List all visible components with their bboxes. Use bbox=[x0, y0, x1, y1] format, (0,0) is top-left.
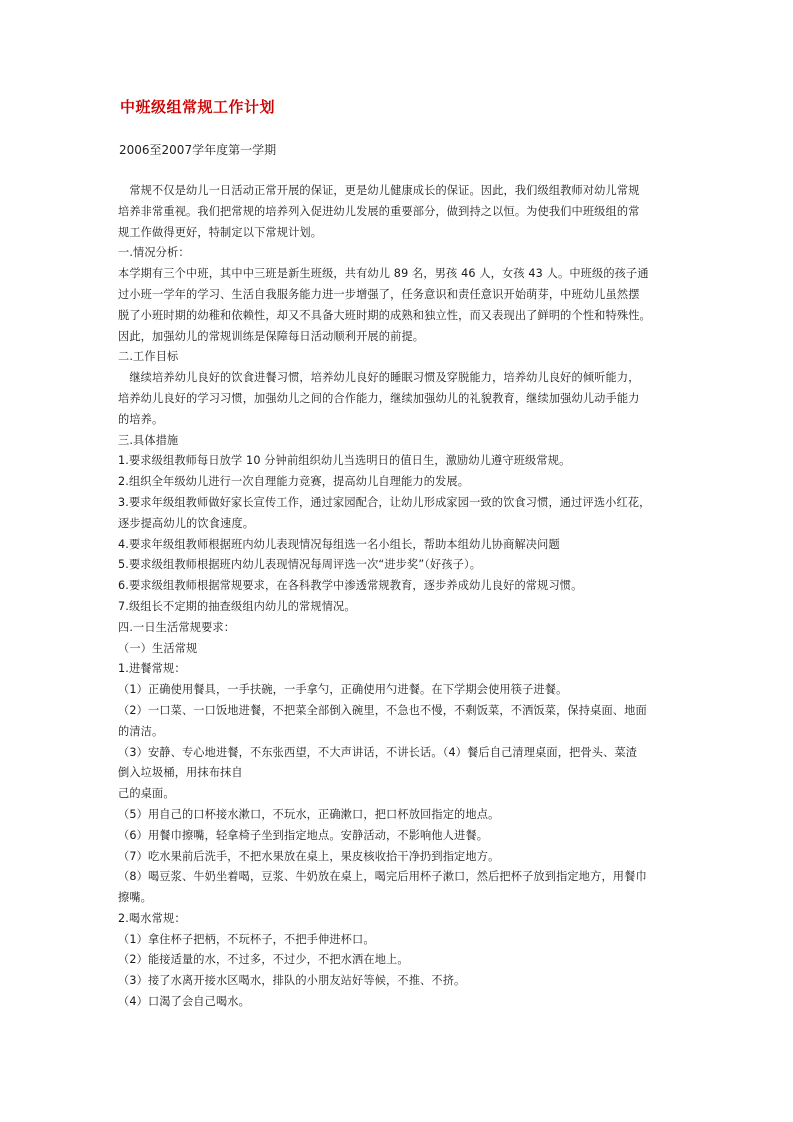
text-line: 因此，加强幼儿的常规训练是保障每日活动顺利开展的前提。 bbox=[118, 329, 425, 343]
document-title: 中班级组常规工作计划 bbox=[120, 98, 276, 116]
text-line: 1.要求级组教师每日放学 10 分钟前组织幼儿当选明日的值日生，激励幼儿遵守班级常规。 bbox=[118, 454, 571, 468]
text-line: 三.具体措施 bbox=[118, 433, 179, 447]
text-line: （3）安静、专心地进餐，不东张西望，不大声讲话，不讲长话。（4）餐后自己清理桌面，把骨头、菜渣 bbox=[118, 745, 638, 759]
text-line: 四.一日生活常规要求： bbox=[118, 620, 236, 634]
text-line: 二.工作目标 bbox=[118, 350, 179, 364]
text-line: 常规不仅是幼儿一日活动正常开展的保证，更是幼儿健康成长的保证。因此，我们级组教师对幼儿常规 bbox=[118, 184, 640, 197]
text-line: （8）喝豆浆、牛奶坐着喝，豆浆、牛奶放在桌上，喝完后用杯子漱口，然后把杯子放到指定地方，用餐巾 bbox=[118, 870, 647, 884]
text-line: （4）口渴了会自己喝水。 bbox=[118, 995, 250, 1009]
text-line: （5）用自己的口杯接水漱口，不玩水，正确漱口，把口杯放回指定的地点。 bbox=[118, 807, 500, 821]
text-line: （2）一口菜、一口饭地进餐，不把菜全部倒入碗里，不急也不慢，不剩饭菜，不洒饭菜，保持桌面、地面 bbox=[118, 703, 647, 717]
text-line: 6.要求级组教师根据常规要求，在各科教学中渗透常规教育，逐步养成幼儿良好的常规习惯。 bbox=[118, 579, 583, 593]
text-line: （1）正确使用餐具，一手扶碗，一手拿勺，正确使用勺进餐。在下学期会使用筷子进餐。 bbox=[118, 683, 568, 697]
document-body bbox=[118, 181, 678, 1013]
text-line: 培养非常重视。我们把常规的培养列入促进幼儿发展的重要部分，做到持之以恒。为使我们中班级组的常 bbox=[118, 204, 640, 218]
text-line: 规工作做得更好，特制定以下常规计划。 bbox=[118, 225, 323, 239]
text-line: 5.要求级组教师根据班内幼儿表现情况每周评选一次“进步奖”（好孩子）。 bbox=[118, 558, 482, 572]
text-line: 一.情况分析： bbox=[118, 246, 190, 260]
text-line: 己的桌面。 bbox=[118, 787, 175, 801]
text-line: （1）拿住杯子把柄，不玩杯子，不把手伸进杯口。 bbox=[118, 932, 375, 946]
text-line: （7）吃水果前后洗手，不把水果放在桌上，果皮核收拾干净扔到指定地方。 bbox=[118, 849, 500, 863]
text-line: 2.喝水常规： bbox=[118, 911, 186, 925]
text-line: 培养幼儿良好的学习习惯，加强幼儿之间的合作能力，继续加强幼儿的礼貌教育，继续加强幼儿动手能力 bbox=[118, 391, 640, 405]
text-line: 7.级组长不定期的抽查级组内幼儿的常规情况。 bbox=[118, 599, 356, 613]
text-line: 本学期有三个中班，其中中三班是新生班级，共有幼儿 89 名，男孩 46 人，女孩 43 人。中班级的孩子通 bbox=[118, 267, 649, 281]
text-line: （3）接了水离开接水区喝水，排队的小朋友站好等候，不推、不挤。 bbox=[118, 974, 466, 988]
text-line: 继续培养幼儿良好的饮食进餐习惯，培养幼儿良好的睡眠习惯及穿脱能力，培养幼儿良好的倾听能力， bbox=[118, 371, 640, 385]
text-line: （6）用餐巾擦嘴，轻拿椅子坐到指定地点。安静活动，不影响他人进餐。 bbox=[118, 828, 489, 842]
text-line: （一）生活常规 bbox=[118, 641, 198, 655]
text-line: 脱了小班时期的幼稚和依赖性，却又不具备大班时期的成熟和独立性，而又表现出了鲜明的个性和特殊性。 bbox=[118, 308, 651, 322]
text-line: （2）能接适量的水，不过多，不过少，不把水洒在地上。 bbox=[118, 953, 409, 967]
text-line: 倒入垃圾桶，用抹布抹自 bbox=[118, 766, 243, 780]
text-line: 过小班一学年的学习、生活自我服务能力进一步增强了，任务意识和责任意识开始萌芽，中班幼儿虽然摆 bbox=[118, 287, 640, 301]
document-subtitle: 2006至2007学年度第一学期 bbox=[119, 143, 277, 157]
text-line: 1.进餐常规： bbox=[118, 662, 186, 676]
text-line: 2.组织全年级幼儿进行一次自理能力竞赛，提高幼儿自理能力的发展。 bbox=[118, 475, 470, 489]
text-line: 擦嘴。 bbox=[118, 891, 153, 905]
text-line: 的培养。 bbox=[118, 412, 164, 426]
text-line: 逐步提高幼儿的饮食速度。 bbox=[118, 516, 255, 530]
text-line: 3.要求年级组教师做好家长宣传工作，通过家园配合，让幼儿形成家园一致的饮食习惯，通过评选小红花， bbox=[118, 495, 651, 509]
text-line: 的清洁。 bbox=[118, 724, 164, 738]
text-line: 4.要求年级组教师根据班内幼儿表现情况每组选一名小组长，帮助本组幼儿协商解决问题 bbox=[118, 537, 560, 551]
